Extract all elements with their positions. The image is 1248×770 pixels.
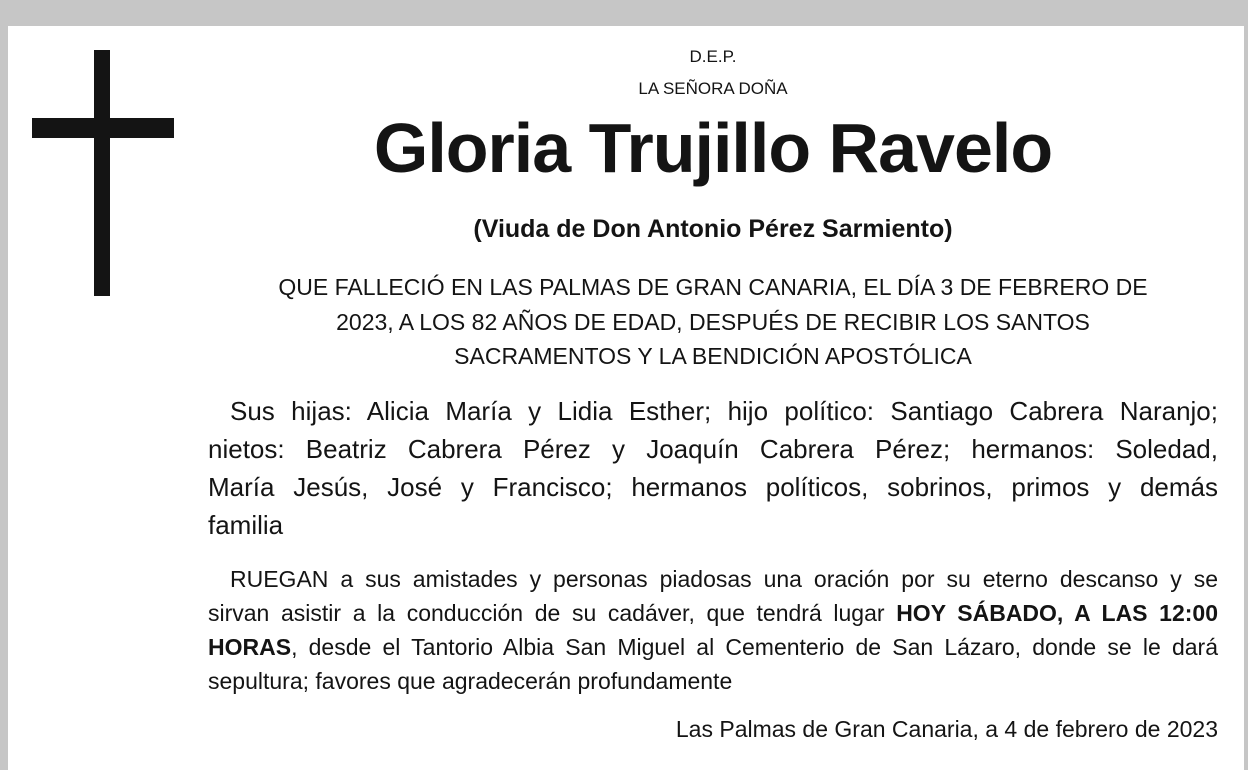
announcement-line: SACRAMENTOS Y LA BENDICIÓN APOSTÓLICA — [454, 343, 972, 369]
family-line: nietos: Beatriz Cabrera Pérez y Joaquín Cabrera Pérez; hermanos: Soledad, — [208, 434, 1218, 464]
honorific-label: LA SEÑORA DOÑA — [638, 79, 788, 98]
ruegan-line — [208, 630, 1218, 664]
place-date-line: Las Palmas de Gran Canaria, a 4 de febrero de 2023 — [675, 716, 1218, 742]
right-frame-border — [1244, 26, 1248, 770]
death-announcement — [208, 270, 1218, 374]
left-frame-border — [0, 26, 8, 770]
ruegan-paragraph — [208, 562, 1218, 698]
deceased-name: Gloria Trujillo Ravelo — [373, 109, 1053, 187]
family-paragraph — [208, 392, 1218, 544]
announcement-line: 2023, A LOS 82 AÑOS DE EDAD, DESPUÉS DE RECIBIR LOS SANTOS — [336, 308, 1090, 335]
family-line: Sus hijas: Alicia María y Lidia Esther; hijo político: Santiago Cabrera Naranjo; — [230, 396, 1218, 426]
top-frame-band — [0, 0, 1248, 26]
ruegan-line: sepultura; favores que agradecerán profundamente — [208, 668, 733, 694]
ruegan-line: RUEGAN a sus amistades y personas piadosas una oración por su eterno descanso y se — [230, 566, 1218, 592]
cross-vertical-bar — [94, 50, 110, 296]
dep-label: D.E.P. — [689, 47, 737, 66]
family-line: María Jesús, José y Francisco; hermanos políticos, sobrinos, primos y demás — [208, 472, 1218, 502]
cross-icon — [32, 50, 174, 296]
announcement-line: QUE FALLECIÓ EN LAS PALMAS DE GRAN CANARIA, EL DÍA 3 DE FEBRERO DE — [278, 274, 1148, 300]
ruegan-text: , desde el Tantorio Albia San Miguel al Cementerio de San Lázaro, donde se le dará — [291, 634, 1218, 660]
ruegan-text: sirvan asistir a la conducción de su cadáver, que tendrá lugar — [208, 600, 897, 626]
family-line: familia — [208, 510, 284, 540]
widow-of-line: (Viuda de Don Antonio Pérez Sarmiento) — [473, 215, 953, 243]
funeral-hours-text: HORAS — [208, 634, 292, 660]
cross-horizontal-bar — [32, 118, 174, 138]
ruegan-line — [208, 596, 1218, 630]
funeral-time-text: HOY SÁBADO, A LAS 12:00 — [896, 600, 1219, 626]
